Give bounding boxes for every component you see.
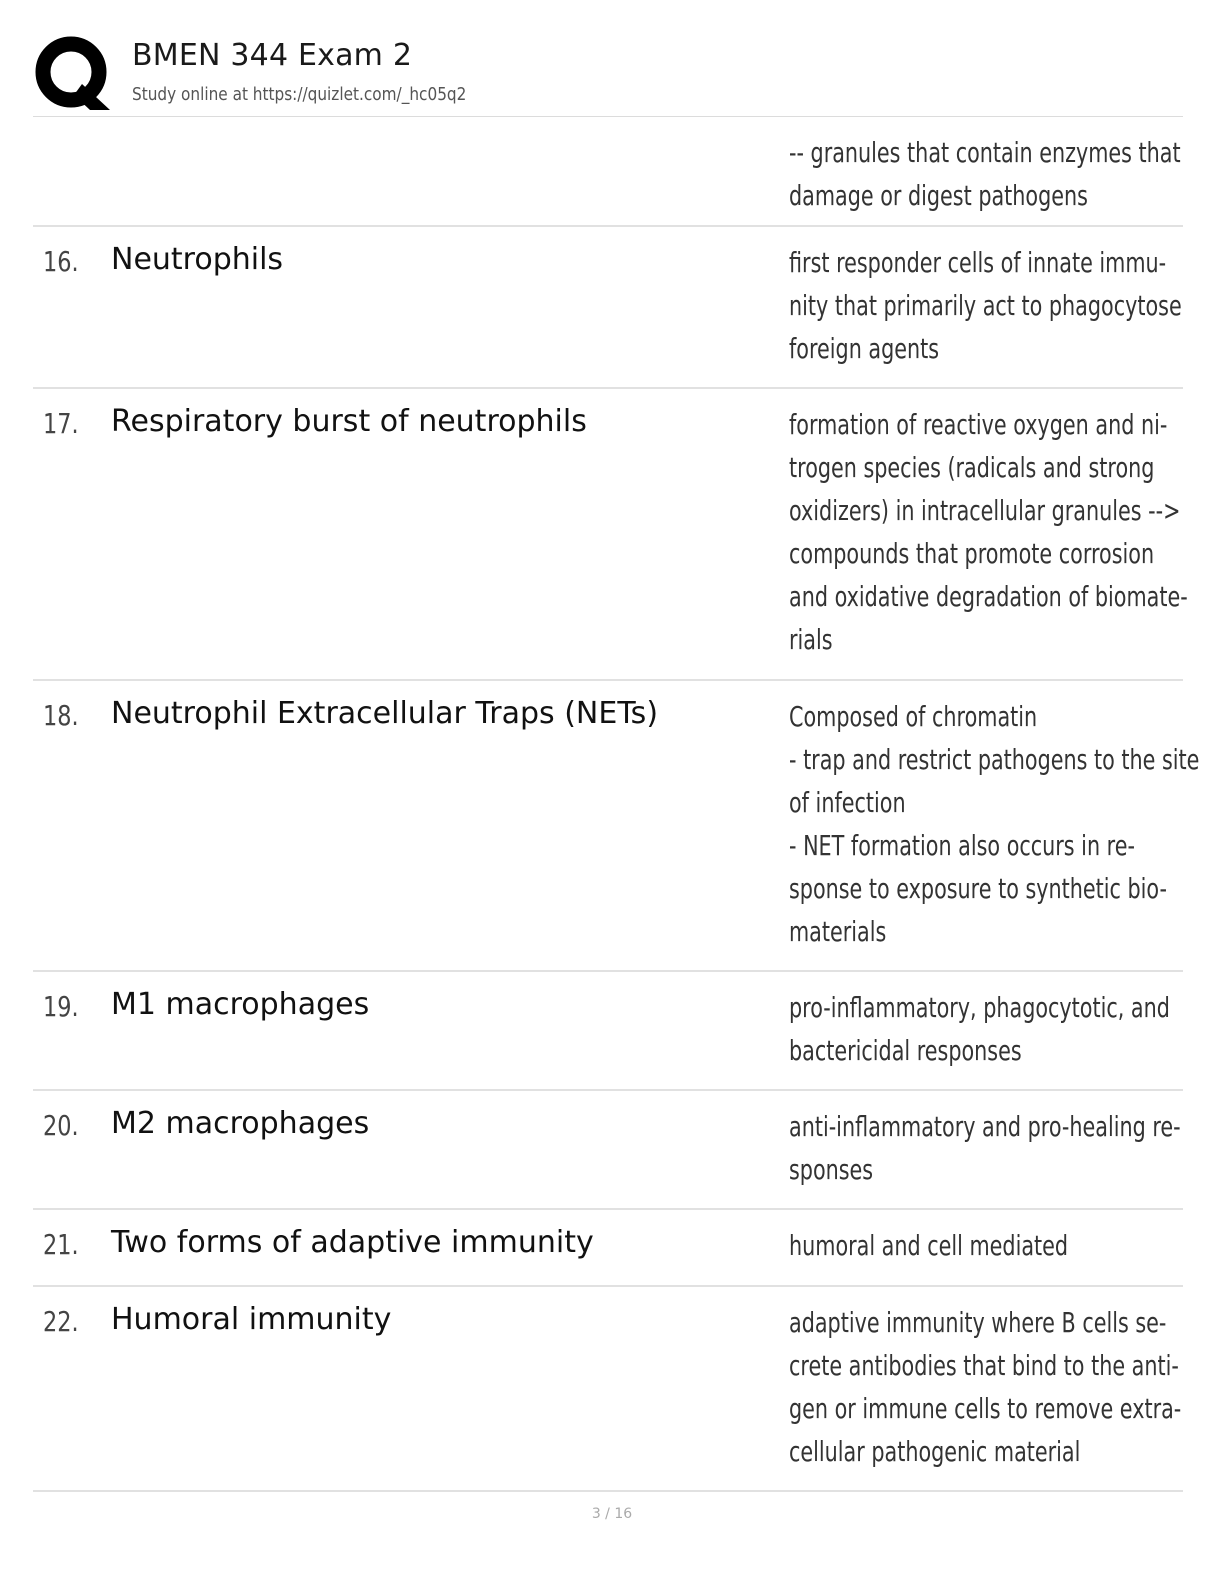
card-definition	[789, 695, 1200, 953]
definition-line: foreign agents	[789, 332, 940, 365]
flashcard-row	[33, 227, 1183, 389]
card-term: Two forms of adaptive immunity	[111, 1225, 594, 1260]
card-definition	[789, 1224, 1115, 1267]
definition-line: -- granules that contain enzymes that	[789, 136, 1181, 169]
document-title: BMEN 344 Exam 2	[132, 38, 413, 73]
definition-line: first responder cells of innate immu-	[789, 246, 1167, 279]
card-term: M2 macrophages	[111, 1106, 370, 1141]
card-number: 20.	[43, 1109, 79, 1142]
flashcard-row	[33, 389, 1188, 681]
definition-line: sponses	[789, 1153, 874, 1186]
card-definition	[789, 1105, 1181, 1191]
card-definition	[789, 986, 1170, 1072]
definition-line: bactericidal responses	[789, 1034, 1022, 1067]
definition-line: cellular pathogenic material	[789, 1435, 1081, 1468]
flashcard-row	[33, 117, 1183, 227]
flashcard-row	[33, 1210, 1183, 1287]
card-definition	[789, 241, 1182, 370]
definition-line: damage or digest pathogens	[789, 179, 1088, 212]
card-definition	[789, 1301, 1182, 1473]
card-number: 19.	[43, 990, 79, 1023]
definition-line: rials	[789, 623, 833, 656]
flashcard-list	[33, 117, 1200, 1492]
definition-line: adaptive immunity where B cells se-	[789, 1306, 1167, 1339]
page-number: 3 / 16	[591, 1506, 633, 1522]
quizlet-logo-icon	[34, 34, 112, 112]
definition-line: gen or immune cells to remove extra-	[789, 1392, 1182, 1425]
definition-line: crete antibodies that bind to the anti-	[789, 1349, 1179, 1382]
flashcard-row	[33, 681, 1200, 972]
definition-line: and oxidative degradation of biomate-	[789, 580, 1188, 613]
definition-line: pro-inflammatory, phagocytotic, and	[789, 991, 1170, 1024]
page-header	[34, 34, 1184, 118]
definition-line: - trap and restrict pathogens to the site	[789, 743, 1200, 776]
card-number: 16.	[43, 245, 79, 278]
card-number: 22.	[43, 1305, 79, 1338]
definition-line: anti-inflammatory and pro-healing re-	[789, 1110, 1181, 1143]
definition-line: - NET formation also occurs in re-	[789, 829, 1135, 862]
card-definition	[789, 403, 1188, 661]
card-term: Humoral immunity	[111, 1302, 392, 1337]
definition-line: compounds that promote corrosion	[789, 537, 1155, 570]
definition-line: trogen species (radicals and strong	[789, 451, 1155, 484]
card-number: 18.	[43, 699, 79, 732]
definition-line: Composed of chromatin	[789, 700, 1038, 733]
card-term: Respiratory burst of neutrophils	[111, 404, 587, 439]
definition-line: nity that primarily act to phagocytose	[789, 289, 1182, 322]
definition-line: materials	[789, 915, 887, 948]
card-number: 17.	[43, 407, 79, 440]
definition-line: of infection	[789, 786, 906, 819]
definition-line: humoral and cell mediated	[789, 1229, 1069, 1262]
definition-line: formation of reactive oxygen and ni-	[789, 408, 1168, 441]
card-number: 21.	[43, 1228, 79, 1261]
card-term: M1 macrophages	[111, 987, 370, 1022]
flashcard-row	[33, 1091, 1183, 1210]
study-link-subtitle[interactable]: Study online at https://quizlet.com/_hc05q2	[132, 84, 467, 105]
flashcard-row	[33, 972, 1183, 1091]
card-term: Neutrophil Extracellular Traps (NETs)	[111, 696, 659, 731]
card-definition	[789, 131, 1181, 217]
card-term: Neutrophils	[111, 242, 284, 277]
definition-line: sponse to exposure to synthetic bio-	[789, 872, 1167, 905]
definition-line: oxidizers) in intracellular granules -->	[789, 494, 1181, 527]
flashcard-row	[33, 1287, 1183, 1492]
